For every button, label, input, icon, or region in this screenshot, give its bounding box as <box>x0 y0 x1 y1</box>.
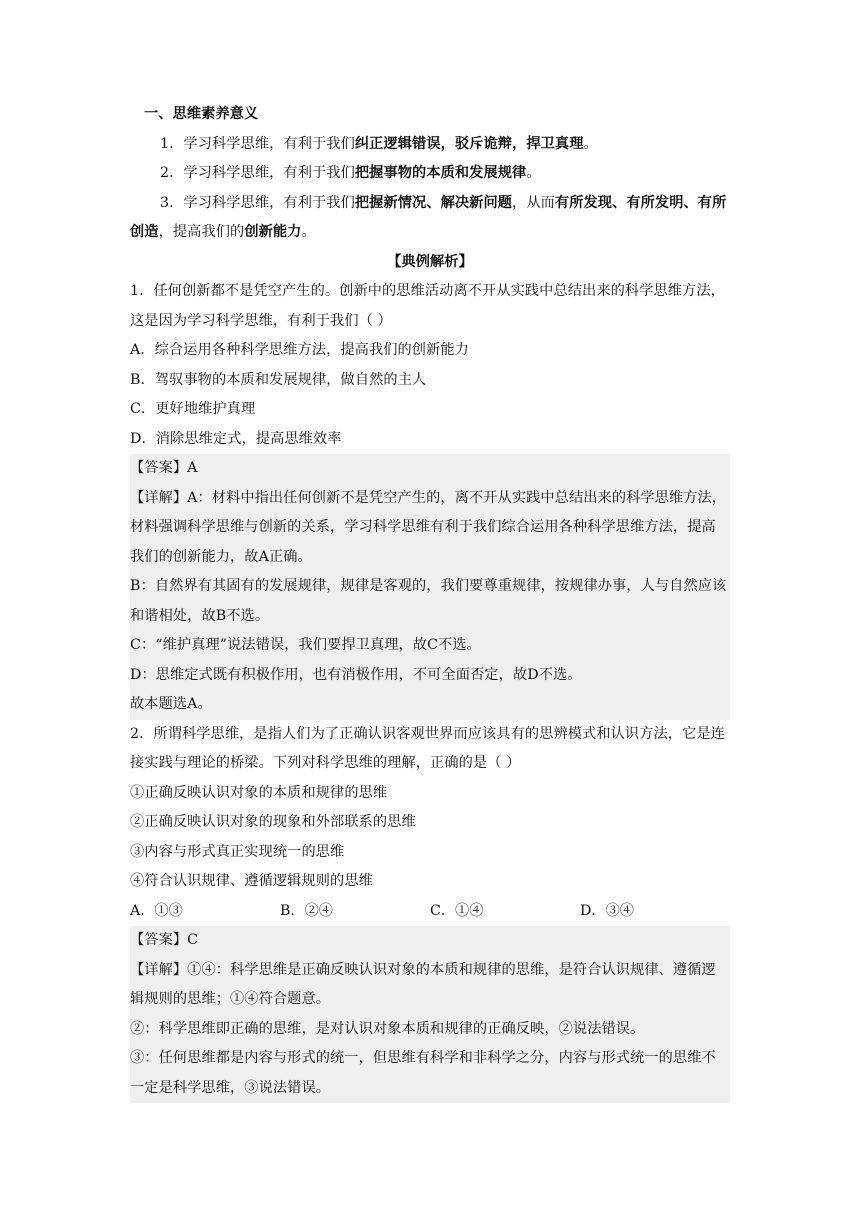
point-3-end: 。 <box>301 224 316 240</box>
q2-choice-c: C．①④ <box>430 902 484 919</box>
point-1 <box>130 130 730 160</box>
q1-answer: 【答案】A <box>130 460 198 476</box>
point-3 <box>130 189 730 248</box>
point-3-mid2: ，提高我们的 <box>158 224 245 240</box>
point-1-bold: 纠正逻辑错误，驳斥诡辩，捍卫真理 <box>354 135 584 152</box>
point-3-mid: ，从而 <box>512 194 555 211</box>
point-3-bold2: 有所发现、有所发明、有所创造 <box>130 194 727 240</box>
q1-explain-c: C：“维护真理”说法错误，我们要捍卫真理，故C不选。 <box>130 637 481 653</box>
q2-choice-a: A．①③ <box>130 902 183 919</box>
q1-option-a: A．综合运用各种科学思维方法，提高我们的创新能力 <box>130 342 469 358</box>
point-3-bold3: 创新能力 <box>244 224 302 240</box>
point-2-text: 2．学习科学思维，有利于我们 <box>160 165 355 181</box>
q1-explain-d: D：思维定式既有积极作用，也有消极作用，不可全面否定，故D不选。 <box>130 666 582 683</box>
point-2 <box>130 159 730 189</box>
q2-item-4: ④符合认识规律、遵循逻辑规则的思维 <box>130 873 373 889</box>
q2-choice-b: B．②④ <box>280 902 333 919</box>
document-page <box>130 100 730 1103</box>
q1-stem: 1．任何创新都不是凭空产生的。创新中的思维活动离不开从实践中总结出来的科学思维方法，这是因为学习科学思维，有利于我们（ ） <box>130 283 725 329</box>
q1-option-b: B．驾驭事物的本质和发展规律，做自然的主人 <box>130 371 427 388</box>
q1-explain-a: 【详解】A：材料中指出任何创新不是凭空产生的，离不开从实践中总结出来的科学思维方法，材料强调科学思维与创新的关系，学习科学思维有利于我们综合运用各种科学思维方法，提高我们的创新能力，故A正确。 <box>130 489 727 565</box>
q2-answer: 【答案】C <box>130 932 199 948</box>
point-3-text: 3．学习科学思维，有利于我们 <box>160 194 355 211</box>
examples-heading: 【典例解析】 <box>387 253 473 270</box>
point-3-bold: 把握新情况、解决新问题 <box>354 194 513 211</box>
q1-conclusion: 故本题选A。 <box>130 696 212 712</box>
q2-answer-block <box>130 926 730 1103</box>
q1-option-c: C．更好地维护真理 <box>130 401 256 417</box>
q2-item-3: ③内容与形式真正实现统一的思维 <box>130 843 345 860</box>
section-title: 一、思维素养意义 <box>144 106 259 122</box>
point-1-text: 1．学习科学思维，有利于我们 <box>160 135 355 152</box>
q2-choice-d: D．③④ <box>580 902 634 919</box>
q2-item-1: ①正确反映认识对象的本质和规律的思维 <box>130 784 388 801</box>
q2-choices <box>130 897 730 927</box>
q2-explain-1: 【详解】①④：科学思维是正确反映认识对象的本质和规律的思维，是符合认识规律、遵循逻辑规则的思维；①④符合题意。 <box>130 961 716 1007</box>
q1-explain-b: B：自然界有其固有的发展规律，规律是客观的，我们要尊重规律，按规律办事，人与自然应该和谐相处，故B不选。 <box>130 578 727 624</box>
q2-explain-3: ③：任何思维都是内容与形式的统一，但思维有科学和非科学之分，内容与形式统一的思维不一定是科学思维，③说法错误。 <box>130 1050 716 1096</box>
q2-stem: 2．所谓科学思维，是指人们为了正确认识客观世界而应该具有的思辨模式和认识方法，它是连接实践与理论的桥梁。下列对科学思维的理解，正确的是（ ） <box>130 725 725 771</box>
q1-answer-block <box>130 454 730 720</box>
point-2-end: 。 <box>526 165 541 181</box>
q1-option-d: D．消除思维定式，提高思维效率 <box>130 430 342 447</box>
point-1-end: 。 <box>583 135 598 152</box>
q2-item-2: ②正确反映认识对象的现象和外部联系的思维 <box>130 814 416 830</box>
point-2-bold: 把握事物的本质和发展规律 <box>354 165 527 181</box>
q2-explain-2: ②：科学思维即正确的思维，是对认识对象本质和规律的正确反映，②说法错误。 <box>130 1020 645 1037</box>
